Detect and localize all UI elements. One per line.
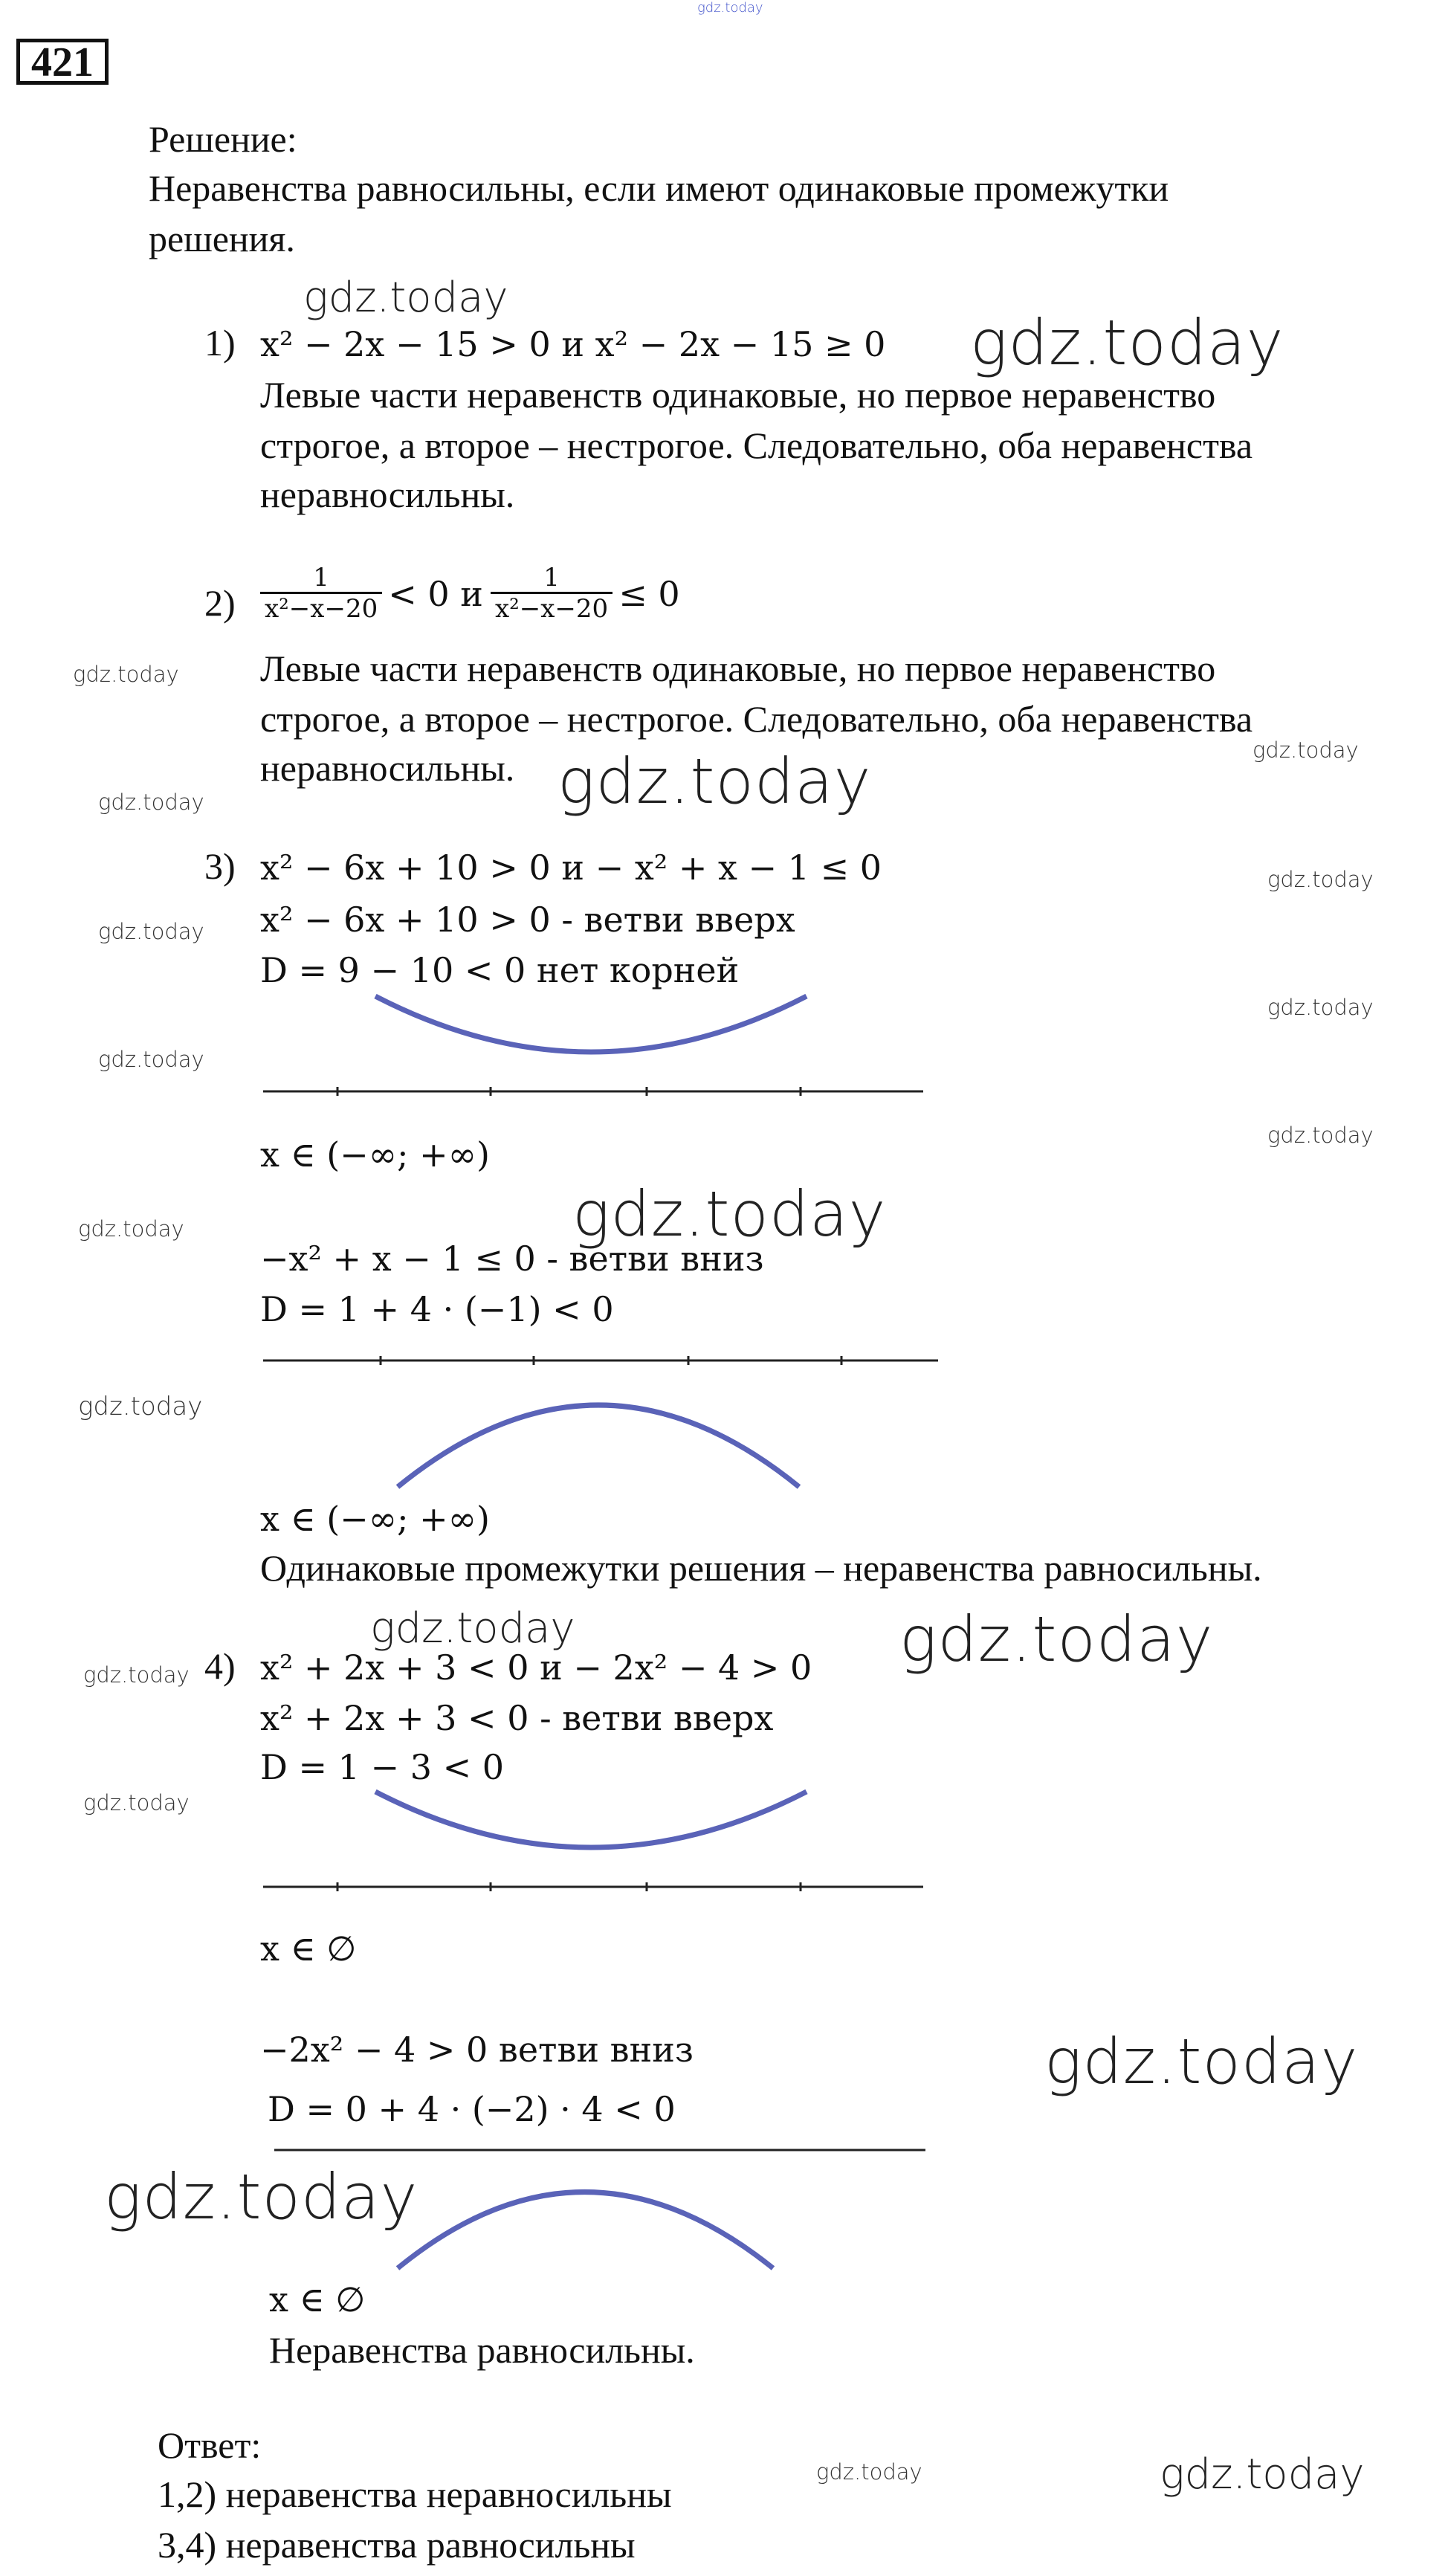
header-watermark: gdz.today xyxy=(697,0,763,16)
item-3-conclusion: Одинаковые промежутки решения – неравенства равносильны. xyxy=(260,1547,1262,1589)
watermark: gdz.today xyxy=(370,1604,575,1653)
watermark: gdz.today xyxy=(104,2160,418,2233)
item-2-text-line-1: Левые части неравенств одинаковые, но первое неравенство xyxy=(260,648,1216,689)
intro-line-1: Неравенства равносильны, если имеют одинаковые промежутки xyxy=(149,167,1169,209)
watermark: gdz.today xyxy=(73,662,179,687)
item-3b-line-2: D = 1 + 4 · (−1) < 0 xyxy=(260,1289,614,1329)
item-1-expression: x² − 2x − 15 > 0 и x² − 2x − 15 ≥ 0 xyxy=(260,324,886,364)
watermark: gdz.today xyxy=(1044,2025,1359,2098)
watermark: gdz.today xyxy=(557,745,872,818)
watermark: gdz.today xyxy=(1160,2450,1365,2499)
item-3a-line-1: x² − 6x + 10 > 0 - ветви вверх xyxy=(260,900,795,940)
parabola-curve xyxy=(375,1792,807,1847)
answer-heading: Ответ: xyxy=(158,2424,262,2466)
item-4a-result: x ∈ ∅ xyxy=(260,1928,357,1969)
watermark: gdz.today xyxy=(98,790,204,815)
watermark: gdz.today xyxy=(78,1216,184,1242)
item-1-text-line-1: Левые части неравенств одинаковые, но первое неравенство xyxy=(260,374,1216,416)
parabola-graph-3b xyxy=(260,1353,944,1494)
item-4-number: 4) xyxy=(204,1645,236,1687)
watermark: gdz.today xyxy=(899,1603,1214,1676)
item-4b-line-1: −2x² − 4 > 0 ветви вниз xyxy=(260,2030,694,2070)
item-1-text-line-3: неравносильны. xyxy=(260,474,515,515)
parabola-curve xyxy=(398,1405,799,1487)
intro-line-2: решения. xyxy=(149,218,295,259)
item-4a-line-2: D = 1 − 3 < 0 xyxy=(260,1747,505,1787)
watermark: gdz.today xyxy=(1267,1123,1374,1148)
watermark: gdz.today xyxy=(78,1392,203,1421)
item-3a-line-2: D = 9 − 10 < 0 нет корней xyxy=(260,950,740,990)
fraction-2: $\frac{1}{\text{x²−x−20}}$ xyxy=(491,564,613,624)
watermark: gdz.today xyxy=(98,1047,204,1072)
item-4a-line-1: x² + 2x + 3 < 0 - ветви вверх xyxy=(260,1698,774,1738)
item-4-conclusion: Неравенства равносильны. xyxy=(269,2329,695,2371)
item-2-expression xyxy=(260,564,680,624)
item-2-text-line-3: неравносильны. xyxy=(260,747,515,789)
item-4b-result: x ∈ ∅ xyxy=(269,2279,366,2320)
relation-2: ≤ 0 xyxy=(618,573,680,614)
watermark: gdz.today xyxy=(98,919,204,944)
watermark: gdz.today xyxy=(816,2459,922,2485)
watermark: gdz.today xyxy=(1253,737,1359,763)
fraction-1: $\frac{1}{\text{x²−x−20}}$ xyxy=(260,564,382,624)
watermark: gdz.today xyxy=(1267,867,1374,892)
watermark: gdz.today xyxy=(572,1178,887,1250)
watermark: gdz.today xyxy=(303,274,508,322)
item-1-number: 1) xyxy=(204,322,236,364)
answer-line-2: 3,4) неравенства равносильны xyxy=(158,2524,636,2566)
parabola-graph-3a xyxy=(260,989,929,1100)
item-4b-line-2: D = 0 + 4 · (−2) · 4 < 0 xyxy=(268,2089,676,2129)
item-3-expression: x² − 6x + 10 > 0 и − x² + x − 1 ≤ 0 xyxy=(260,848,882,888)
watermark: gdz.today xyxy=(1267,995,1374,1020)
parabola-graph-4a xyxy=(260,1784,929,1896)
item-1-text-line-2: строгое, а второе – нестрогое. Следовательно, оба неравенства xyxy=(260,425,1253,466)
item-2-text-line-2: строгое, а второе – нестрогое. Следовательно, оба неравенства xyxy=(260,698,1253,740)
problem-number: 421 xyxy=(16,39,109,85)
item-3b-line-1: −x² + x − 1 ≤ 0 - ветви вниз xyxy=(260,1239,764,1279)
item-3b-result: x ∈ (−∞; +∞) xyxy=(260,1499,490,1539)
item-3a-result: x ∈ (−∞; +∞) xyxy=(260,1134,490,1175)
item-4-expression: x² + 2x + 3 < 0 и − 2x² − 4 > 0 xyxy=(260,1647,812,1688)
parabola-curve xyxy=(398,2192,773,2269)
solution-heading: Решение: xyxy=(149,118,297,160)
answer-line-1: 1,2) неравенства неравносильны xyxy=(158,2473,672,2515)
watermark: gdz.today xyxy=(83,1790,190,1815)
relation-1: < 0 и xyxy=(388,573,483,614)
item-3-number: 3) xyxy=(204,845,236,887)
item-2-number: 2) xyxy=(204,582,236,624)
watermark: gdz.today xyxy=(970,306,1284,379)
parabola-curve xyxy=(375,996,807,1052)
watermark: gdz.today xyxy=(83,1662,190,1688)
